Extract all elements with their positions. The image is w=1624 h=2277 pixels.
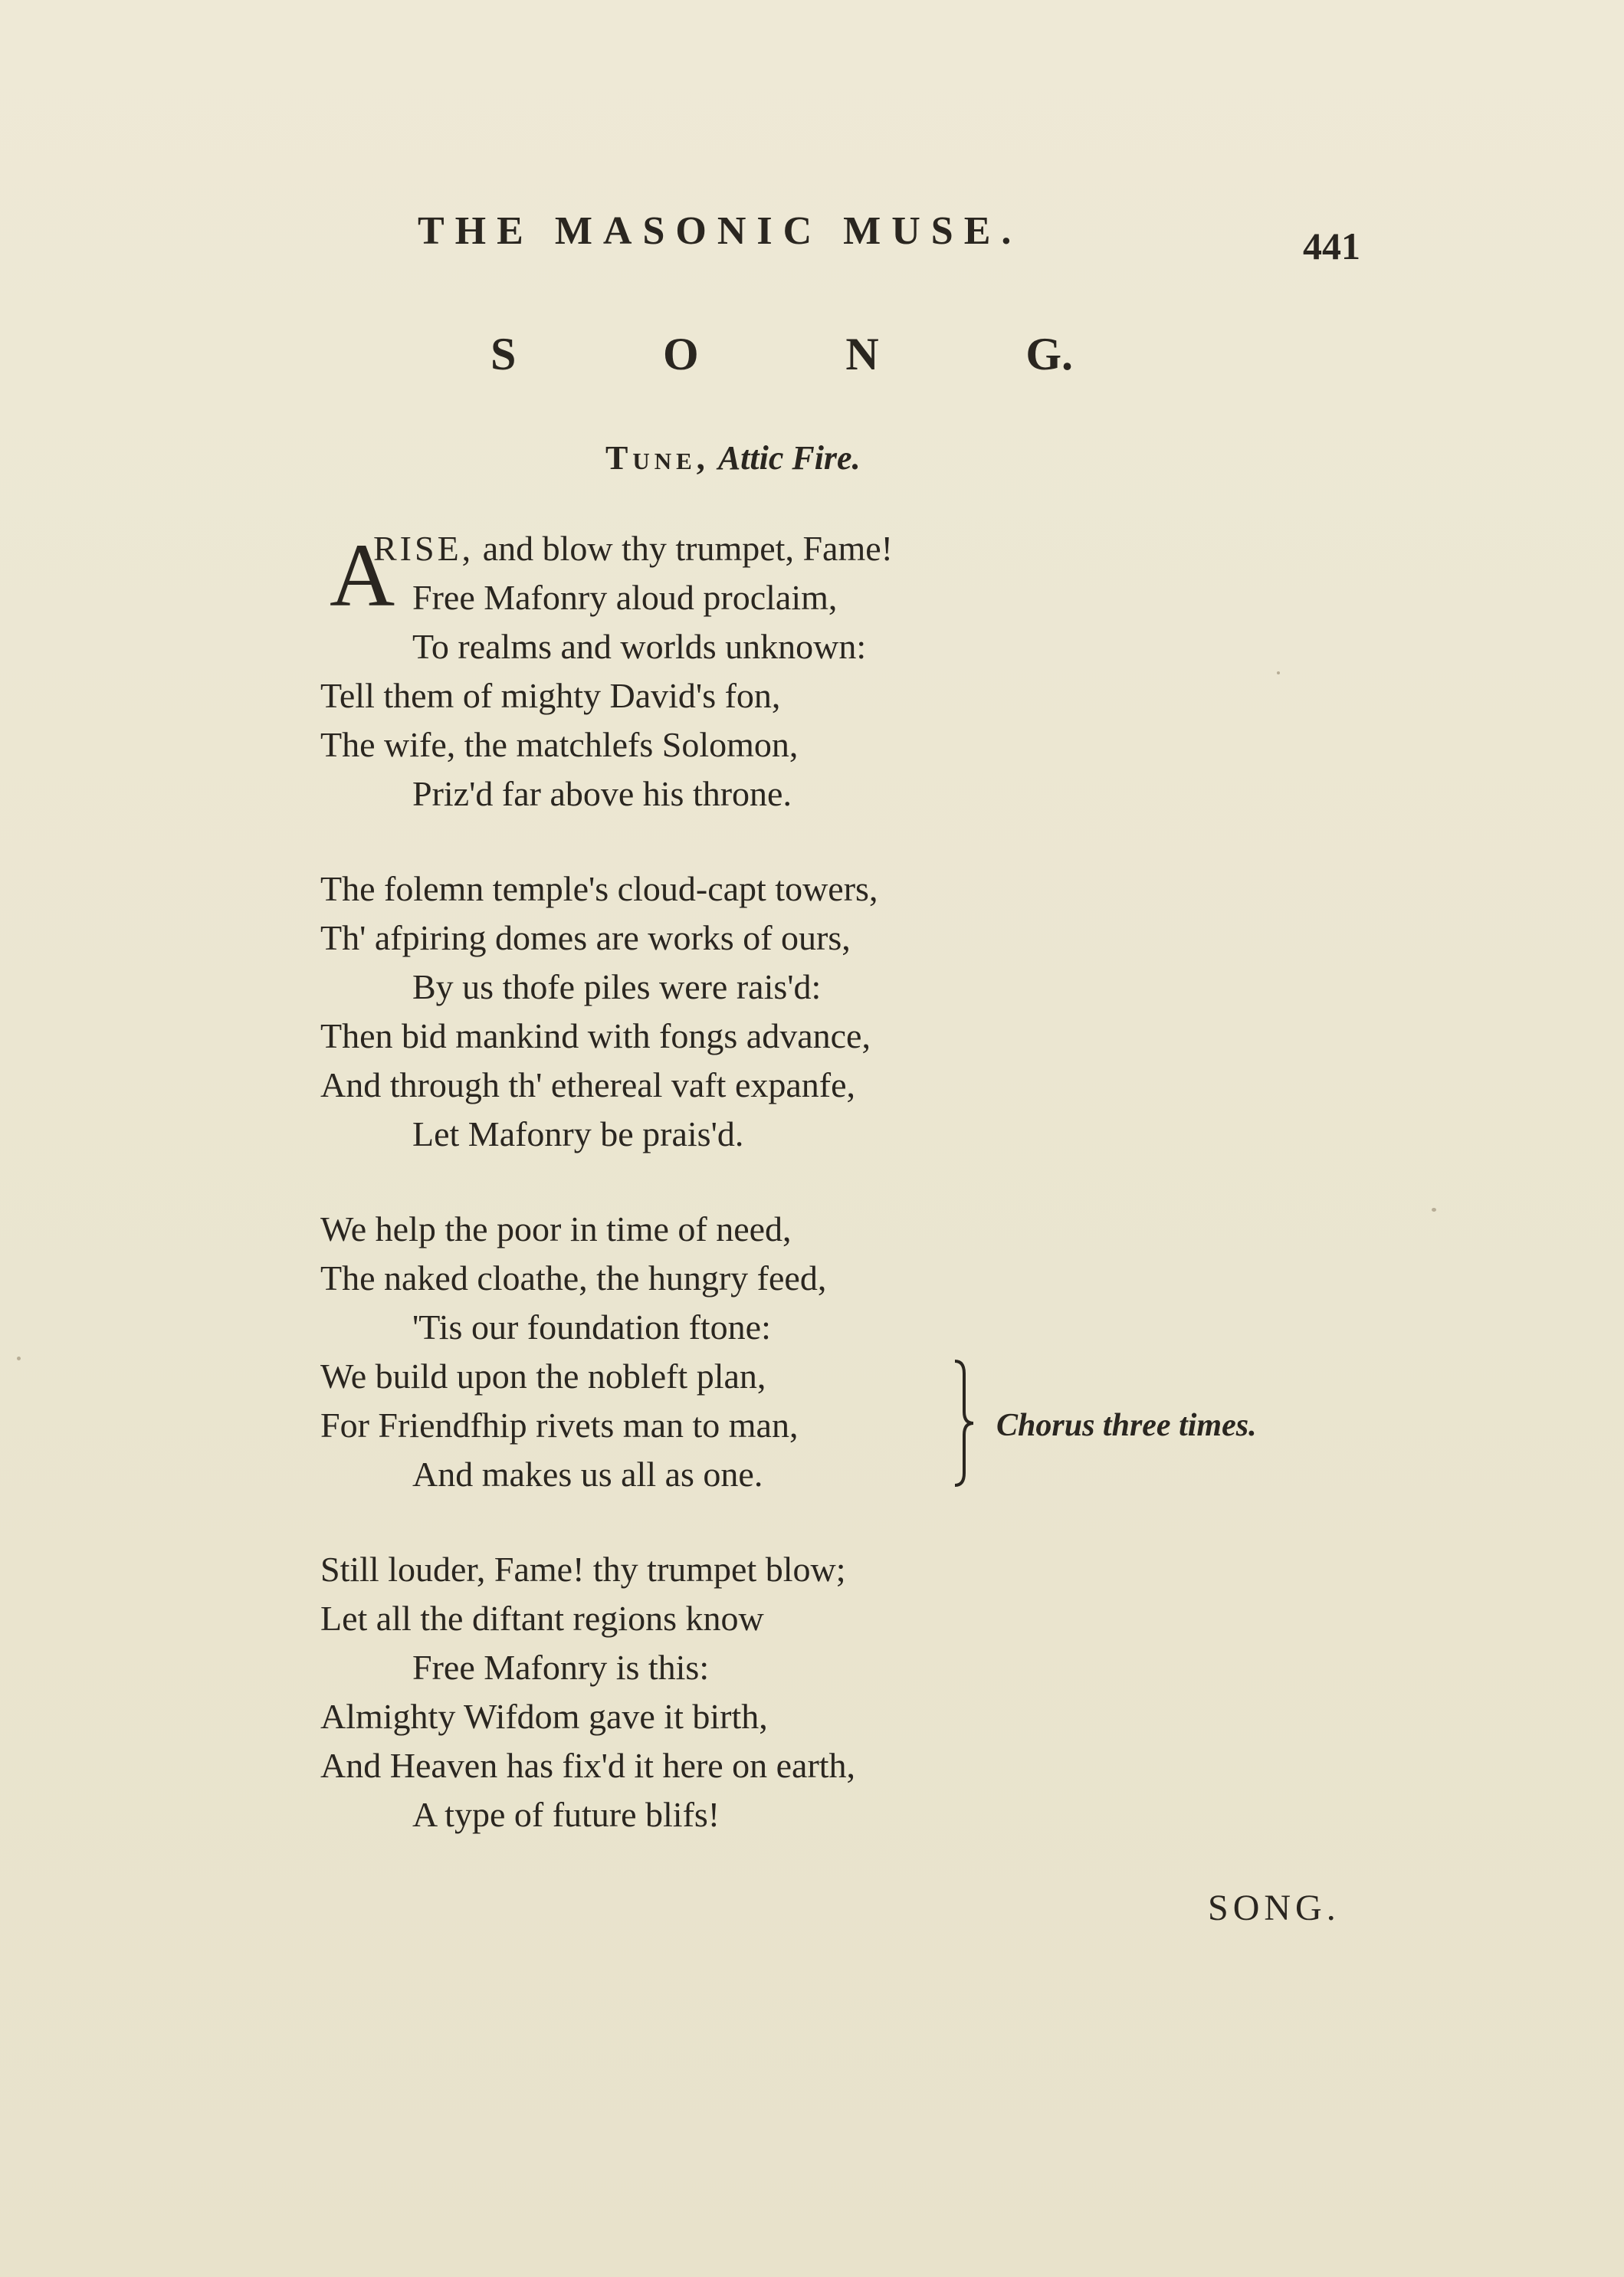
- verse-line: And Heaven has fix'd it here on earth,: [320, 1746, 856, 1785]
- verse-line: Free Mafonry aloud proclaim,: [412, 578, 838, 617]
- song-heading-letter: O: [663, 329, 699, 379]
- verse-line: Let all the diftant regions know: [320, 1599, 764, 1638]
- catchword: SONG.: [1208, 1888, 1340, 1928]
- verse-line: A type of future blifs!: [412, 1795, 720, 1834]
- paper-speck: [1277, 671, 1280, 674]
- stanza-1-first-line: [373, 524, 893, 573]
- tune-line: [605, 438, 861, 477]
- page-number: 441: [1303, 225, 1360, 267]
- stanza-4: [320, 1545, 855, 1839]
- stanza-2: [320, 865, 878, 1159]
- verse-line: 'Tis our foundation ftone:: [412, 1307, 771, 1347]
- running-title: THE MASONIC MUSE.: [418, 209, 1022, 253]
- verse-line: Free Mafonry is this:: [412, 1648, 710, 1687]
- song-heading-letter: N: [845, 329, 879, 379]
- first-line-small-caps: RISE,: [373, 529, 474, 568]
- verse-line: Th' afpiring domes are works of ours,: [320, 918, 851, 957]
- verse-line: We build upon the nobleft plan,: [320, 1357, 766, 1396]
- chorus-brace-icon: [952, 1358, 975, 1488]
- verse-line: The naked cloathe, the hungry feed,: [320, 1258, 827, 1298]
- stanza-3: [320, 1205, 826, 1499]
- song-heading-letter: G.: [1025, 329, 1073, 379]
- verse-line: And through th' ethereal vaft expanfe,: [320, 1065, 856, 1104]
- verse-line: The wife, the matchlefs Solomon,: [320, 725, 799, 764]
- paper-speck: [1432, 1208, 1436, 1212]
- tune-label: Tune,: [605, 439, 710, 477]
- verse-line: To realms and worlds unknown:: [412, 627, 867, 666]
- verse-line: And makes us all as one.: [412, 1455, 763, 1494]
- verse-line: Then bid mankind with fongs advance,: [320, 1016, 871, 1055]
- verse-line: Still louder, Fame! thy trumpet blow;: [320, 1550, 846, 1589]
- chorus-note: Chorus three times.: [996, 1408, 1257, 1443]
- first-line-text: and blow thy trumpet, Fame!: [474, 529, 893, 568]
- drop-cap: A: [330, 525, 395, 625]
- paper-speck: [17, 1357, 21, 1360]
- verse-line: Priz'd far above his throne.: [412, 774, 792, 813]
- verse-line: Let Mafonry be prais'd.: [412, 1114, 744, 1153]
- verse-line: By us thofe piles were rais'd:: [412, 967, 822, 1006]
- verse-line: For Friendfhip rivets man to man,: [320, 1406, 799, 1445]
- verse-line: We help the poor in time of need,: [320, 1209, 792, 1248]
- song-heading-letter: S: [490, 329, 517, 379]
- verse-line: Tell them of mighty David's fon,: [320, 676, 781, 715]
- stanza-1: [320, 573, 866, 819]
- verse-line: The folemn temple's cloud-capt towers,: [320, 869, 878, 908]
- verse-line: Almighty Wifdom gave it birth,: [320, 1697, 768, 1736]
- song-heading: [490, 328, 1073, 381]
- tune-name: Attic Fire.: [717, 439, 861, 477]
